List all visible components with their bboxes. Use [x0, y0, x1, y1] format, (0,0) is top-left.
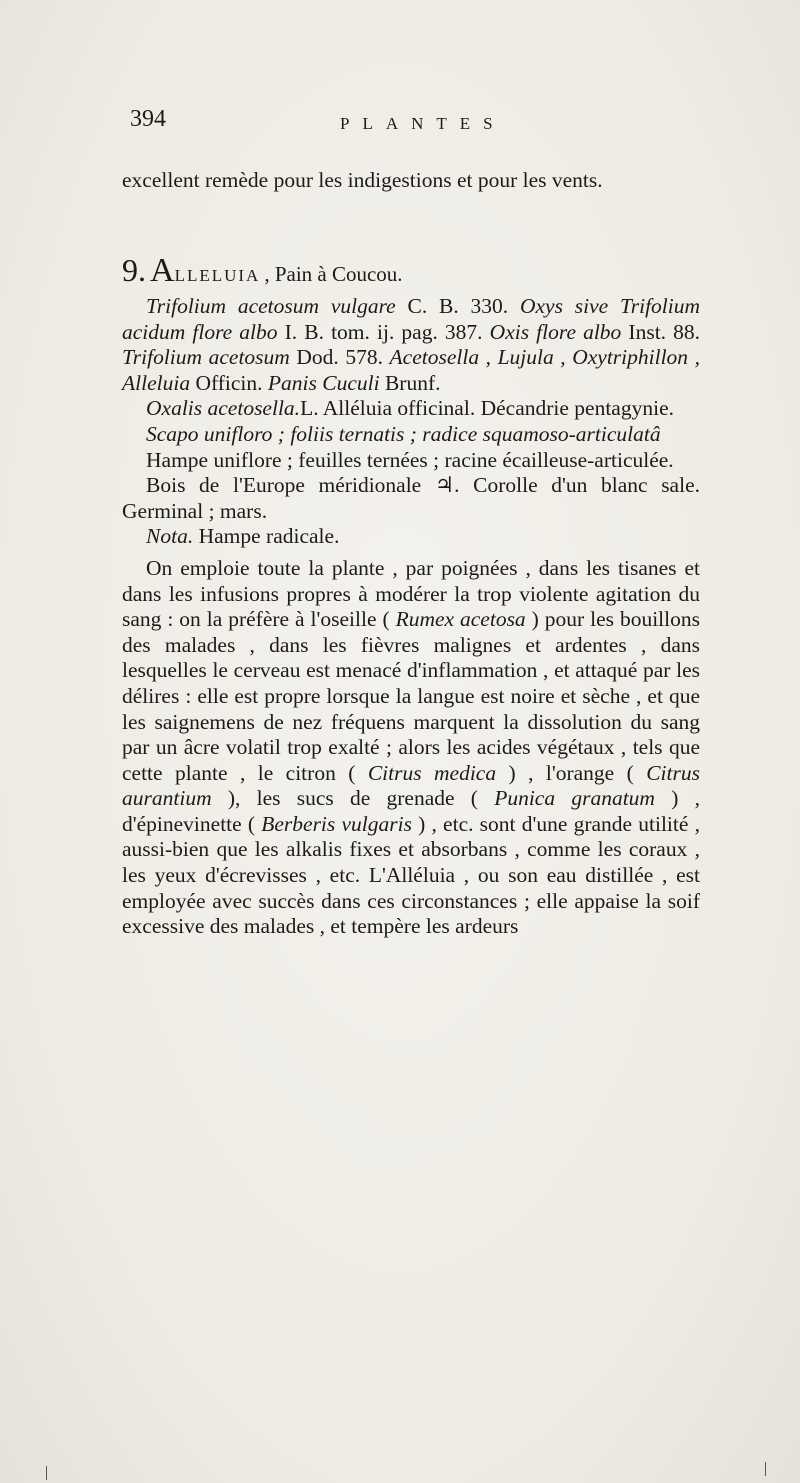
article-number: 9.	[122, 252, 146, 288]
linnaeus-run: Oxalis acetosella.	[146, 396, 301, 421]
body-run: Citrus medica	[367, 760, 497, 785]
synonyms-run: Trifolium acetosum	[122, 345, 290, 370]
page-number: 394	[130, 106, 166, 132]
page-edge-mark	[46, 1466, 47, 1480]
nota-paragraph	[122, 524, 700, 550]
body-run: Punica granatum	[494, 786, 655, 811]
synonyms-run: Panis Cuculi	[267, 370, 380, 395]
nota-label: Nota.	[146, 524, 194, 549]
article-heading	[122, 252, 700, 290]
body-run: ) , d'épinevinette (	[122, 786, 700, 836]
synonyms-run: Trifolium acetosum vulgare	[146, 294, 396, 318]
body-run: ) pour les bouillons des malades , dans les fièvres malignes et ardentes , dans lesquelles le cerveau est menacé d'inflammation , et attaqué par les délires : elle est propre lorsque la langue est noire et sèche , et que les saignemens de nez fréquens marquent la dissolution du sang par un âcre volatil trop exalté ; alors les acides végétaux , tels que cette plante , le citron (	[122, 607, 700, 785]
linnaeus-paragraph	[122, 396, 700, 422]
linnaeus-run: L. Alléluia officinal. Décandrie pentagynie.	[300, 396, 674, 421]
synonyms-run: Oxys sive Trifolium acidum flore albo	[122, 294, 701, 344]
article-body	[122, 294, 700, 940]
page-edge-mark	[765, 1462, 766, 1476]
synonyms-run: Officin.	[190, 370, 268, 395]
usage-paragraph	[122, 556, 700, 940]
synonyms-run: Acetosella , Lujula , Oxytriphillon , Alleluia	[122, 345, 700, 395]
nota-text: Hampe radicale.	[193, 524, 340, 549]
body-run: Berberis vulgaris	[261, 811, 412, 836]
body-run: ) , l'orange (	[496, 760, 647, 785]
synonyms-run: Inst. 88.	[621, 319, 701, 344]
french-diagnosis: Hampe uniflore ; feuilles ternées ; racine écailleuse-articulée.	[146, 447, 674, 472]
intro-text: excellent remède pour les indigestions et pour les vents.	[122, 168, 603, 192]
intro-paragraph	[122, 168, 700, 194]
article-title-name: LLELUIA	[174, 266, 261, 285]
synonyms-run: Oxis flore albo	[489, 319, 622, 344]
synonyms-run: C. B. 330.	[395, 294, 520, 318]
synonyms-run: Dod. 578.	[289, 345, 390, 370]
article-title-initial: A	[150, 252, 175, 289]
body-run: Rumex acetosa	[395, 607, 526, 632]
synonyms-run: I. B. tom. ij. pag. 387.	[277, 319, 490, 344]
synonyms-paragraph	[122, 294, 700, 396]
article-title-suffix: , Pain à Coucou.	[264, 262, 403, 286]
body-run: ) , etc. sont d'une grande utilité , aussi-bien que les alkalis fixes et absorbans , comme les coraux , les yeux d'écrevisses , etc. L'Alléluia , ou son eau distillée , est employée avec succès dans ces circonstances ; elle appaise la soif excessive des malades , et tempère les ardeurs	[122, 811, 700, 939]
latin-diagnosis: Scapo unifloro ; foliis ternatis ; radice squamoso-articulatâ	[146, 421, 661, 446]
page-header	[130, 106, 690, 146]
habitat-paragraph: Bois de l'Europe méridionale ♃. Corolle d'un blanc sale. Germinal ; mars.	[122, 473, 700, 523]
body-run: ), les sucs de grenade (	[211, 786, 495, 811]
running-title: PLANTES	[340, 114, 506, 133]
body-run: On emploie toute la plante , par poignées , dans les tisanes et dans les infusions propres à modérer la trop violente agitation du sang : on la préfère à l'oseille (	[122, 555, 700, 632]
synonyms-run: Brunf.	[379, 370, 441, 395]
body-run: Citrus aurantium	[122, 760, 700, 811]
